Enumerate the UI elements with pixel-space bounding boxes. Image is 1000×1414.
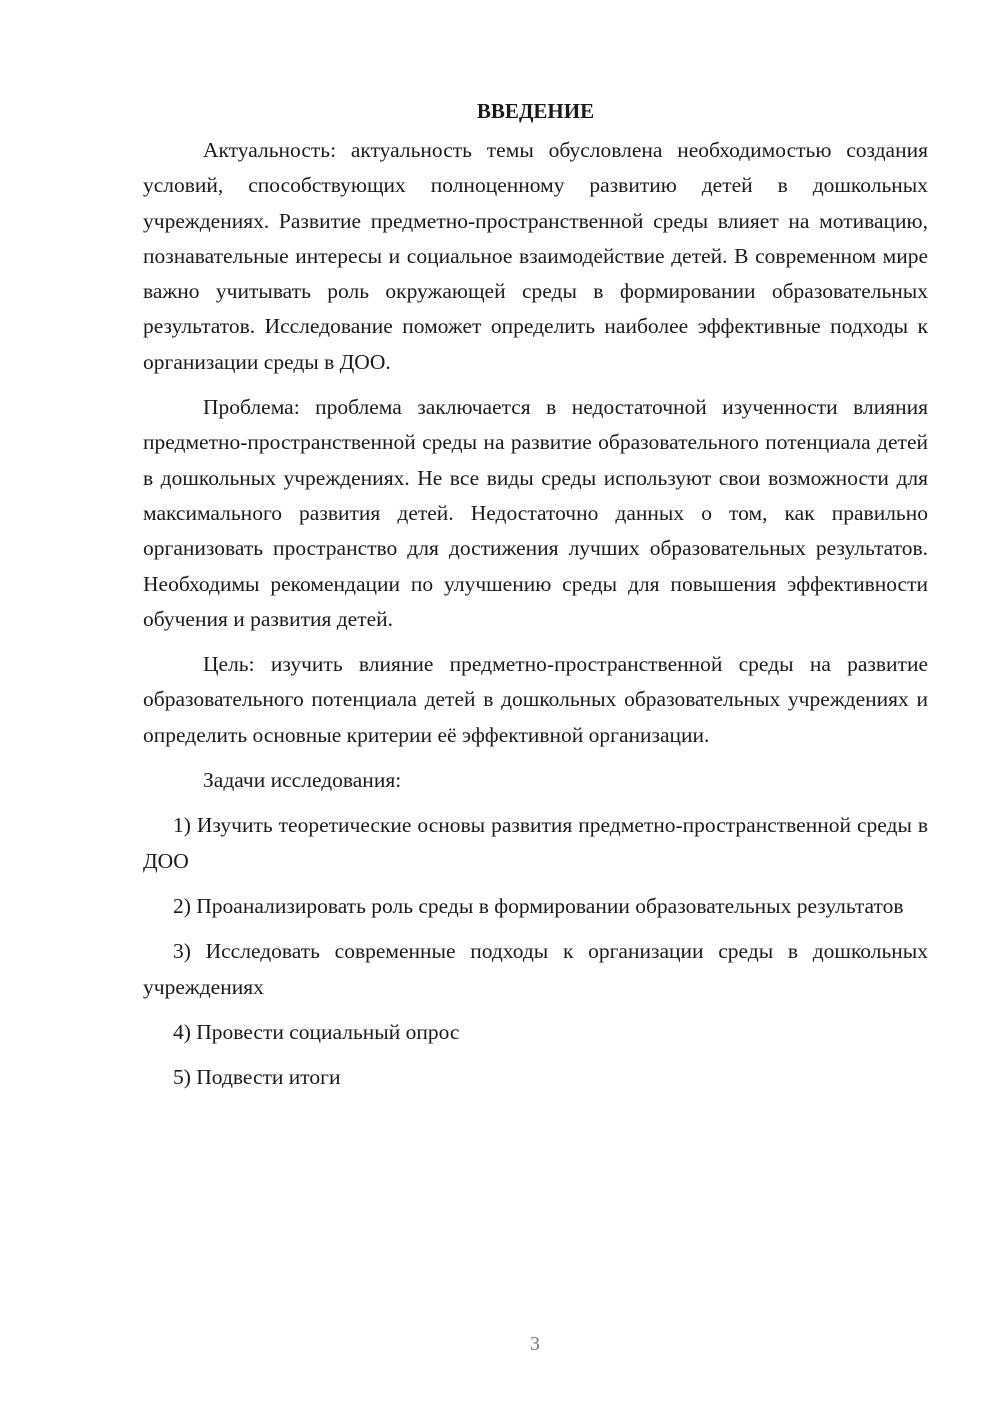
task-item-4: 4) Провести социальный опрос — [173, 1019, 460, 1044]
task-item-1: 1) Изучить теоретические основы развития предметно-пространственной среды в ДОО — [143, 813, 928, 873]
task-item-3: 3) Исследовать современные подходы к организации среды в дошкольных учреждениях — [143, 939, 928, 999]
page-number: 3 — [530, 1333, 540, 1355]
tasks-heading: Задачи исследования: — [203, 768, 402, 793]
task-item-2: 2) Проанализировать роль среды в формировании образовательных результатов — [173, 893, 904, 918]
task-item-5: 5) Подвести итоги — [173, 1065, 341, 1090]
paragraph-problem: Проблема: проблема заключается в недостаточной изученности влияния предметно-пространственной среды на развитие образовательного потенциала детей в дошкольных учреждениях. Не все виды среды используют свои возможности для максимального развития детей. Недостаточно данных о том, как правильно организовать пространство для достижения лучших образовательных результатов. Необходимы рекомендации по улучшению среды для повышения эффективности обучения и развития детей. — [143, 395, 928, 631]
tasks-list — [143, 808, 928, 1095]
section-title: ВВЕДЕНИЕ — [476, 99, 595, 123]
paragraph-relevance: Актуальность: актуальность темы обусловлена необходимостью создания условий, способствующих полноценному развитию детей в дошкольных учреждениях. Развитие предметно-пространственной среды влияет на мотивацию, познавательные интересы и социальное взаимодействие детей. В современном мире важно учитывать роль окружающей среды в формировании образовательных результатов. Исследование поможет определить наиболее эффективные подходы к организации среды в ДОО. — [143, 138, 928, 374]
page-content — [143, 94, 928, 1105]
paragraph-goal: Цель: изучить влияние предметно-пространственной среды на развитие образовательного потенциала детей в дошкольных образовательных учреждениях и определить основные критерии её эффективной организации. — [143, 652, 928, 747]
